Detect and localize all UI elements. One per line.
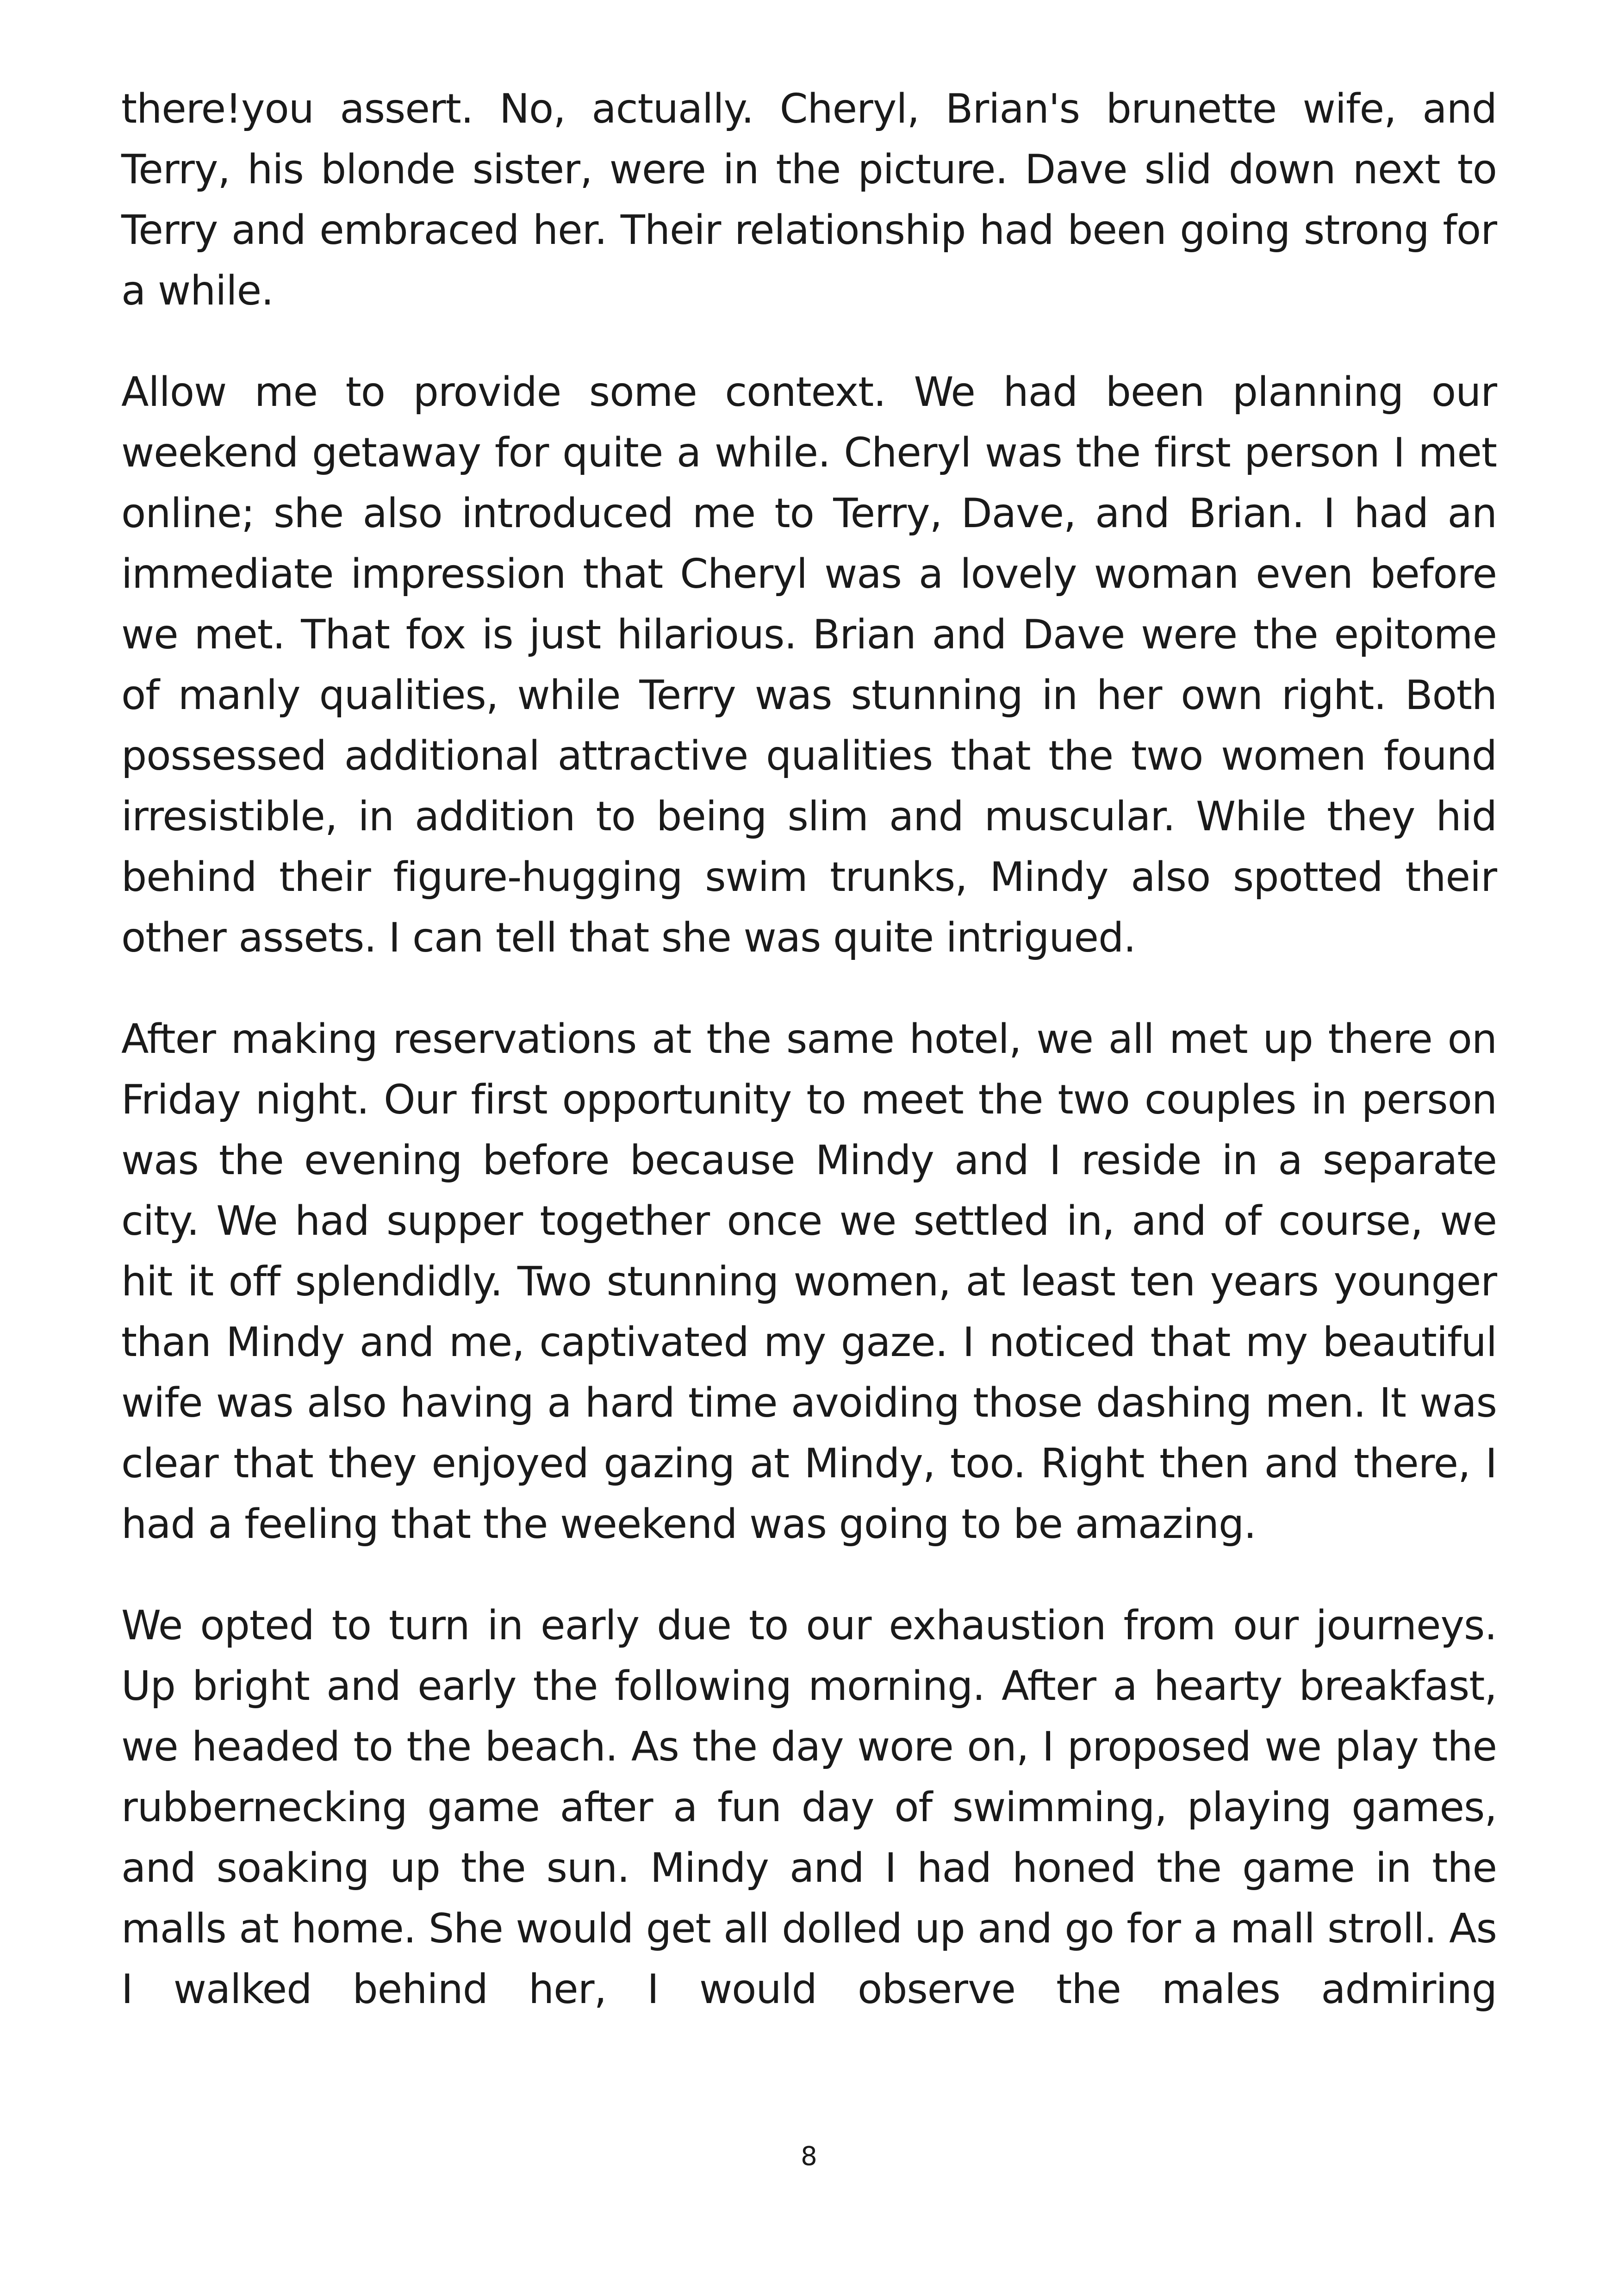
paragraph-3: After making reservations at the same hotel, we all met up there on Friday night. Our first opportunity to meet the two couples in person was the evening before because Mindy and I reside in a separate city. We had supper together once we settled in, and of course, we hit it off splendidly. Two stunning women, at least ten years younger than Mindy and me, captivated my gaze. I noticed that my beautiful wife was also having a hard time avoiding those dashing men. It was clear that they enjoyed gazing at Mindy, too. Right then and there, I had a feeling that the weekend was going to be amazing. <box>121 1015 1497 1548</box>
page-number: 8 <box>801 2141 817 2172</box>
paragraph-1: there!you assert. No, actually. Cheryl, Brian's brunette wife, and Terry, his blonde sister, were in the picture. Dave slid down next to Terry and embraced her. Their relationship had been going strong for a while. <box>121 85 1497 314</box>
paragraph-4: We opted to turn in early due to our exhaustion from our journeys. Up bright and early the following morning. After a hearty breakfast, we headed to the beach. As the day wore on, I proposed we play the rubbernecking game after a fun day of swimming, playing games, and soaking up the sun. Mindy and I had honed the game in the malls at home. She would get all dolled up and go for a mall stroll. As I walked behind her, I would observe the males admiring <box>121 1602 1497 2013</box>
body-text <box>121 79 1497 2020</box>
paragraph-2: Allow me to provide some context. We had been planning our weekend getaway for quite a while. Cheryl was the first person I met online; she also introduced me to Terry, Dave, and Brian. I had an immediate impression that Cheryl was a lovely woman even before we met. That fox is just hilarious. Brian and Dave were the epitome of manly qualities, while Terry was stunning in her own right. Both possessed additional attractive qualities that the two women found irresistible, in addition to being slim and muscular. While they hid behind their figure-hugging swim trunks, Mindy also spotted their other assets. I can tell that she was quite intrigued. <box>121 368 1497 961</box>
